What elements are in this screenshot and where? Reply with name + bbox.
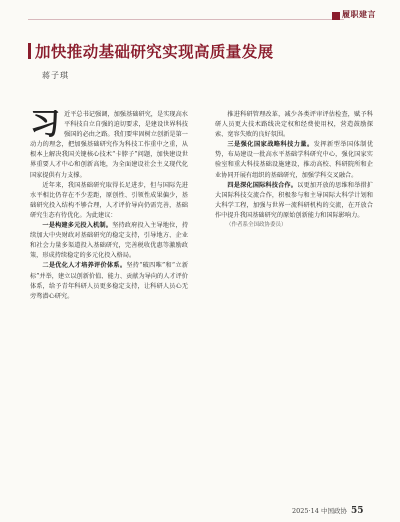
paragraph-text: 发挥新型举国体制优势，布局建设一批高水平基础学科研究中心，强化国家实验室和重大科技基础设施建设，推动高校、科研院所和企业协同开展有组织的基础研究，加强学科交叉融合。 <box>215 141 373 179</box>
article-body-left-column <box>30 110 188 490</box>
paragraph-text: 近平总书记强调，加强基础研究，是实现高水平科技自立自强的迫切要求，是建设世界科技强国的必由之路。我们要牢固树立创新是第一动力的理念，把加强基础研究作为科技工作重中之重，从根本上解决我国关键核心技术“卡脖子”问题，加快建设世界重要人才中心和创新高地，为全面建设社会主义现代化国家提供有力支撑。 <box>30 111 188 179</box>
author-note <box>215 221 373 230</box>
body-paragraph <box>215 110 373 140</box>
paragraph-text: 推进科研管理改革，减少各类评审评估检查，赋予科研人员更大技术路线决定权和经费使用权，营造鼓励探索、宽容失败的良好氛围。 <box>215 111 373 139</box>
drop-cap: 习 <box>30 110 60 142</box>
page-footer <box>292 506 364 516</box>
column-marker-icon <box>332 12 340 20</box>
lead-paragraph <box>30 110 188 181</box>
column-name: 履职建言 <box>342 9 376 19</box>
paragraph-text: （作者系全国政协委员） <box>226 222 287 229</box>
page-number: 55 <box>351 506 364 516</box>
body-paragraph <box>215 181 373 221</box>
paragraph-text: 坚持“破四唯”和“立新标”并举，建立以创新价值、能力、贡献为导向的人才评价体系，给予青年科研人员更多稳定支持，让科研人员心无旁骛潜心研究。 <box>30 262 188 300</box>
body-paragraph <box>30 261 188 301</box>
paragraph-text: 近年来，我国基础研究取得长足进步，但与国际先进水平相比仍存在不少差距，原创性、引领性成果偏少，基础研究投入结构不够合理，人才评价导向仍需完善，基础研究生态有待优化。为此建议： <box>30 181 188 219</box>
paragraph-subheading: 二是优化人才培养评价体系。 <box>42 262 127 270</box>
title-accent-bar <box>28 43 31 59</box>
body-paragraph <box>30 181 188 221</box>
header-rule <box>28 19 344 20</box>
paragraph-subheading: 四是深化国际科技合作。 <box>227 181 298 189</box>
paragraph-subheading: 三是强化国家战略科技力量。 <box>227 141 314 149</box>
paragraph-text: 以更加开放的思维和举措扩大国际科技交流合作，积极参与和主导国际大科学计划和大科学工程，加强与世界一流科研机构的交流，在开放合作中提升我国基础研究的原始创新能力和国际影响力。 <box>215 181 373 219</box>
body-paragraph <box>215 140 373 180</box>
paragraph-text: 坚持政府投入主导地位，持续加大中央财政对基础研究的稳定支持，引导地方、企业和社会力量多渠道投入基础研究，完善税收优惠等激励政策，形成持续稳定的多元化投入格局。 <box>30 222 188 260</box>
article-author: 蒋子琪 <box>42 71 69 80</box>
publication-name: 2025·14 中国政协 <box>292 507 347 515</box>
article-body-right-column <box>215 110 373 470</box>
paragraph-subheading: 一是构建多元投入机制。 <box>42 222 113 230</box>
body-paragraph <box>30 221 188 261</box>
article-title: 加快推动基础研究实现高质量发展 <box>35 42 274 61</box>
